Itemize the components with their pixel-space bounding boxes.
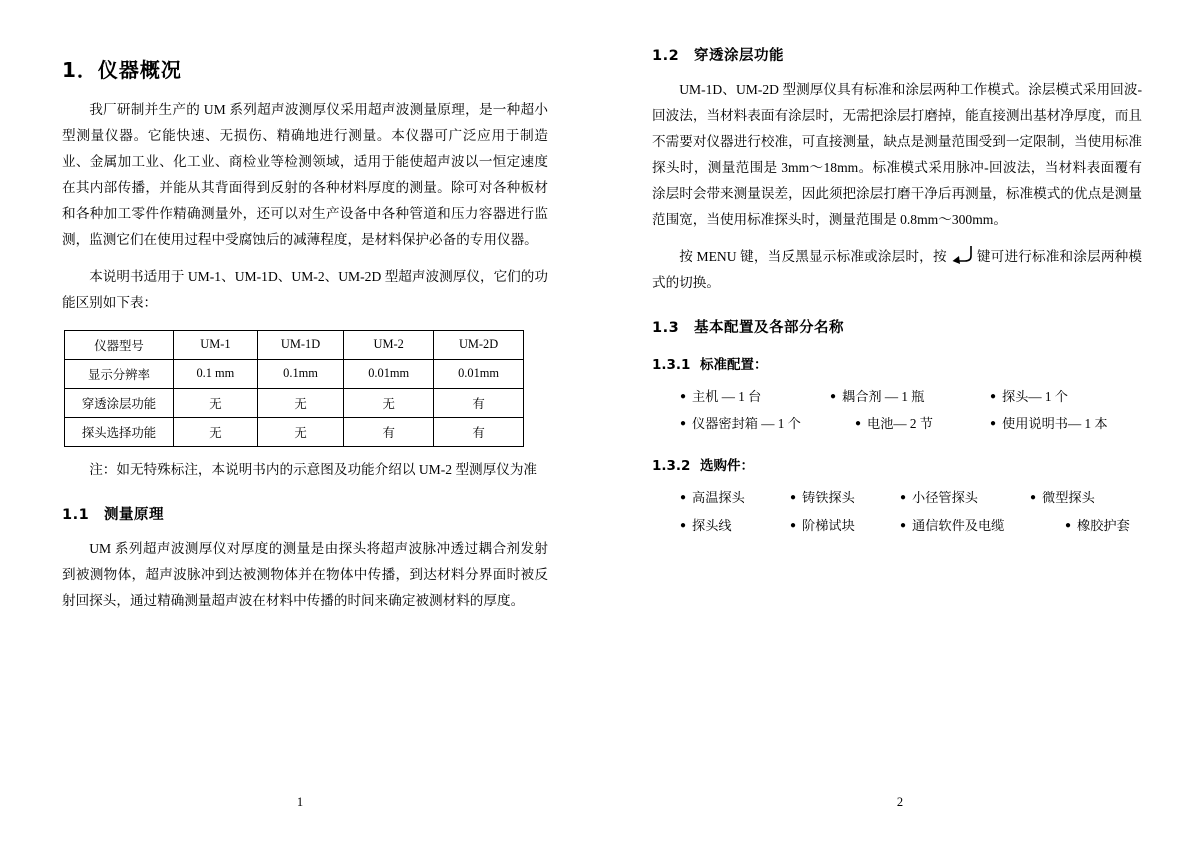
list-item — [790, 484, 900, 512]
bullet-icon: ● — [990, 390, 997, 402]
table-cell: 穿透涂层功能 — [65, 388, 174, 417]
paragraph-menu-key — [652, 244, 1142, 296]
subsection-number: 1.3.2 — [652, 458, 691, 475]
bullet-icon: ● — [680, 492, 687, 504]
list-item — [990, 383, 1068, 411]
table-cell: 无 — [174, 417, 258, 446]
section-number: 1.1 — [62, 506, 90, 523]
table-cell: 有 — [434, 417, 524, 446]
table-cell: 0.1 mm — [174, 359, 258, 388]
list-item — [680, 410, 855, 438]
list-item-label: 仪器密封箱 — 1 个 — [692, 416, 801, 432]
list-item-label: 微型探头 — [1042, 490, 1095, 506]
list-item — [830, 383, 990, 411]
list-item-label: 小径管探头 — [912, 490, 978, 506]
list-item-row — [652, 512, 1142, 540]
table-note: 注：如无特殊标注，本说明书内的示意图及功能介绍以 UM-2 型测厚仪为准 — [89, 461, 538, 477]
paragraph-models-intro: 本说明书适用于 UM-1、UM-1D、UM-2、UM-2D 型超声波测厚仪，它们的功能区别如下表： — [62, 268, 548, 310]
menu-key-text-after: 键可进行标准和涂层两种模式的切换。 — [652, 248, 1143, 290]
table-cell: 无 — [257, 388, 343, 417]
list-item — [1065, 512, 1130, 540]
section-number: 1.2 — [652, 48, 680, 64]
section-heading-1-1 — [62, 503, 548, 524]
bullet-icon: ● — [855, 418, 862, 430]
section-title: 穿透涂层功能 — [694, 48, 784, 64]
list-item-label: 耦合剂 — 1 瓶 — [842, 388, 925, 404]
list-item-label: 使用说明书— 1 本 — [1002, 416, 1108, 432]
section-title: 测量原理 — [104, 506, 164, 523]
bullet-icon: ● — [830, 390, 837, 402]
table-cell: 0.01mm — [434, 359, 524, 388]
table-row — [65, 359, 524, 388]
table-row — [65, 388, 524, 417]
list-item — [900, 512, 1065, 540]
table-cell: UM-2D — [434, 330, 524, 359]
table-row — [65, 417, 524, 446]
standard-configuration-list — [652, 383, 1142, 438]
list-item — [900, 484, 1030, 512]
bullet-icon: ● — [1065, 519, 1072, 531]
table-cell: 有 — [434, 388, 524, 417]
list-item — [680, 512, 790, 540]
table-cell: 探头选择功能 — [65, 417, 174, 446]
bullet-icon: ● — [790, 519, 797, 531]
table-cell: 无 — [257, 417, 343, 446]
list-item — [990, 410, 1108, 438]
bullet-icon: ● — [900, 519, 907, 531]
enter-arrow-key-icon — [949, 247, 975, 264]
list-item-label: 橡胶护套 — [1077, 517, 1130, 533]
table-cell: 显示分辨率 — [65, 359, 174, 388]
list-item-label: 高温探头 — [692, 490, 745, 506]
page-number-left: 1 — [296, 795, 304, 809]
list-item — [1030, 484, 1095, 512]
list-item — [680, 383, 830, 411]
subsection-number: 1.3.1 — [652, 356, 691, 373]
subsection-title: 标准配置： — [700, 356, 768, 373]
paragraph-coating-modes: UM-1D、UM-2D 型测厚仪具有标准和涂层两种工作模式。涂层模式采用回波-回波法，当材料表面有涂层时，无需把涂层打磨掉，能直接测出基材净厚度，而且不需要对仪器进行校准，可直接测量，缺点是测量范围受到一定限制，当使用标准探头时，测量范围是 3mm～18mm。标准模式采用脉冲-回波法，当材料表面覆有涂层时会带来测量误差，因此须把涂层打磨干净后再测量，标准模式的优点是测量范围宽，当使用标准探头时，测量范围是 0.8mm～300mm。 — [652, 82, 1142, 228]
bullet-icon: ● — [990, 418, 997, 430]
list-item-label: 探头线 — [692, 517, 732, 533]
list-item-row — [652, 410, 1142, 438]
list-item — [855, 410, 990, 438]
section-heading-1-3 — [652, 316, 1142, 337]
table-cell: 无 — [174, 388, 258, 417]
list-item — [790, 512, 900, 540]
section-title: 基本配置及各部分名称 — [694, 319, 844, 336]
chapter-title: 1．仪器概况 — [62, 58, 182, 82]
table-cell: 无 — [344, 388, 434, 417]
table-cell: 0.01mm — [344, 359, 434, 388]
table-cell: UM-1 — [174, 330, 258, 359]
bullet-icon: ● — [680, 519, 687, 531]
list-item-label: 主机 — 1 台 — [692, 388, 762, 404]
table-cell: UM-1D — [257, 330, 343, 359]
list-item-label: 阶梯试块 — [802, 517, 855, 533]
optional-accessories-list — [652, 484, 1142, 539]
table-cell: 0.1mm — [257, 359, 343, 388]
paragraph-measuring-principle: UM 系列超声波测厚仪对厚度的测量是由探头将超声波脉冲透过耦合剂发射到被测物体，超声波脉冲到达被测物体并在物体中传播，到达材料分界面时被反射回探头，通过精确测量超声波在材料中传播的时间来确定被测材料的厚度。 — [62, 540, 548, 609]
list-item-label: 探头— 1 个 — [1002, 388, 1068, 404]
bullet-icon: ● — [680, 390, 687, 402]
list-item-row — [652, 484, 1142, 512]
bullet-icon: ● — [680, 418, 687, 430]
section-number: 1.3 — [652, 319, 680, 336]
list-item-label: 电池— 2 节 — [867, 416, 933, 432]
bullet-icon: ● — [900, 492, 907, 504]
bullet-icon: ● — [790, 492, 797, 504]
paragraph-overview: 我厂研制并生产的 UM 系列超声波测厚仪采用超声波测量原理，是一种超小型测量仪器。它能快速、无损伤、精确地进行测量。本仪器可广泛应用于制造业、金属加工业、化工业、商检业等检测领域，适用于能使超声波以一恒定速度在其内部传播，并能从其背面得到反射的各种材料厚度的测量。除可对各种板材和各种加工零件作精确测量外，还可以对生产设备中各种管道和压力容器进行监测，监测它们在使用过程中受腐蚀后的减薄程度，是材料保护必备的专用仪器。 — [62, 102, 548, 248]
subsection-title: 选购件： — [700, 458, 754, 475]
page-number-right: 2 — [896, 795, 904, 809]
menu-key-text-before: 按 MENU 键，当反黑显示标准或涂层时，按 — [679, 248, 947, 264]
model-comparison-table — [64, 330, 524, 447]
list-item — [680, 484, 790, 512]
bullet-icon: ● — [1030, 492, 1037, 504]
table-cell: 有 — [344, 417, 434, 446]
list-item-label: 铸铁探头 — [802, 490, 855, 506]
table-cell: 仪器型号 — [65, 330, 174, 359]
right-page — [600, 0, 1200, 848]
list-item-row — [652, 383, 1142, 411]
subsection-heading-1-3-1 — [652, 353, 1142, 373]
subsection-heading-1-3-2 — [652, 454, 1142, 474]
table-row — [65, 330, 524, 359]
list-item-label: 通信软件及电缆 — [912, 517, 1005, 533]
section-heading-1-2 — [652, 44, 1142, 65]
table-cell: UM-2 — [344, 330, 434, 359]
